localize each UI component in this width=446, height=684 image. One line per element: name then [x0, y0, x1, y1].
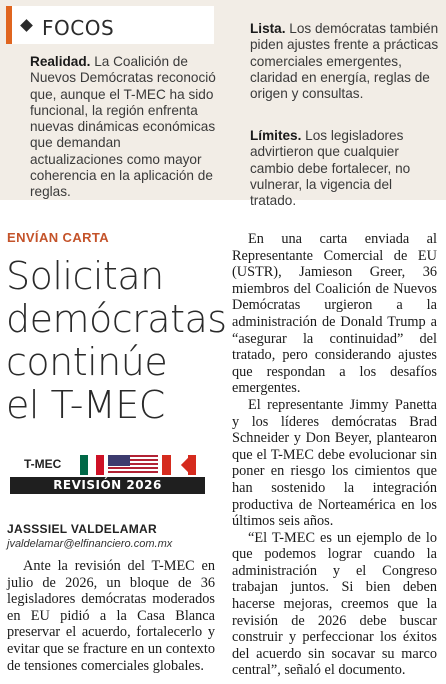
author-email[interactable]: jvaldelamar@elfinanciero.com.mx: [7, 538, 173, 550]
body-paragraph: Ante la revisión del T-MEC en julio de 2026, un bloque de 36 legisladores demócratas moderados en EU pidió a la Casa Blanca preservar el acuerdo, fortalecerlo y evitar que se fracture en un contexto de tensiones comerciales globales.: [7, 558, 216, 674]
focos-item-text: Los demócratas también piden ajustes frente a prácticas comerciales emergentes, claridad en energía, reglas de origen y consultas.: [250, 21, 439, 102]
badge-top: [10, 451, 205, 477]
headline-line: continúe: [6, 340, 168, 384]
focos-item-text: La Coalición de Nuevos Demócratas reconoció que, aunque el T-MEC ha sido funcional, la región enfrenta nuevas dinámicas económicas que demandan actualizaciones como mayor coherencia en la aplicación de reglas.: [30, 54, 216, 200]
flag-ca-icon: [162, 455, 196, 475]
focos-item-lista: [250, 21, 440, 102]
badge-tmec-label: T-MEC: [24, 457, 62, 471]
tmec-revision-badge: [10, 451, 205, 494]
flag-mx-icon: [80, 455, 104, 475]
body-paragraph: “El T-MEC es un ejemplo de lo que podemos lograr cuando la administración y el Congreso trabajan juntos. Si bien deben hacerse mejoras, creemos que la revisión de 2026 debe buscar construir y perfeccionar los éxitos del acuerdo sin socavar su marco central”, señaló el documento.: [232, 529, 437, 679]
focos-tab: [6, 6, 214, 44]
article-body-right: [232, 231, 437, 679]
diamond-bullet-icon: [20, 19, 33, 32]
article-body-left: [7, 558, 215, 674]
focos-item-label: Lista.: [250, 21, 286, 36]
headline-line: Solicitan: [6, 254, 164, 298]
badge-revision-label: REVISIÓN 2026: [53, 478, 162, 492]
author-name: JASSSIEL VALDELAMAR: [7, 522, 157, 536]
focos-item-label: Límites.: [250, 128, 302, 143]
focos-item-text: Los legisladores advirtieron que cualquier cambio debe fortalecer, no vulnerar, la vigencia del tratado.: [250, 128, 411, 209]
flag-us-icon: [108, 455, 158, 475]
body-paragraph: En una carta enviada al Representante Comercial de EU (USTR), Jamieson Greer, 36 miembros del Coalición de Nuevos Demócratas urgieron a la administración de Donald Trump a “asegurar la continuidad” del tratado, pero considerando ajustes que respondan a los desafíos emergentes.: [232, 231, 437, 397]
headline-line: demócratas: [6, 297, 227, 341]
badge-bottom: [10, 477, 205, 494]
focos-box: [0, 0, 446, 209]
focos-item-limites: [250, 128, 440, 209]
focos-title: FOCOS: [42, 16, 115, 40]
section-kicker: ENVÍAN CARTA: [7, 230, 110, 245]
focos-item-realidad: [30, 54, 217, 201]
article-headline: [6, 255, 226, 427]
body-paragraph: El representante Jimmy Panetta y los líderes demócratas Brad Schneider y Don Beyer, plantearon que el T-MEC debe evolucionar sin poner en riesgo los cimientos que han sostenido la integración productiva de Norteamérica en los últimos seis años.: [232, 396, 437, 530]
headline-line: el T-MEC: [6, 383, 165, 427]
focos-item-label: Realidad.: [30, 54, 91, 69]
